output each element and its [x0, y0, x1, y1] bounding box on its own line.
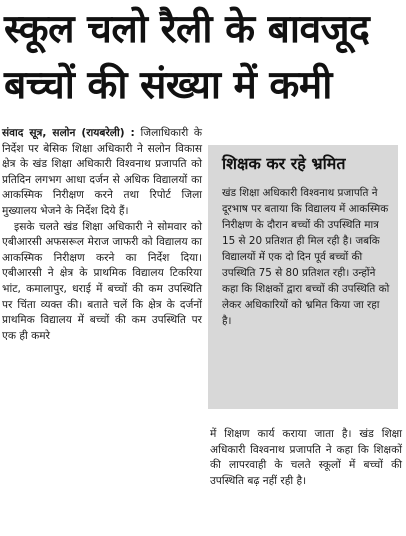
sidebar-body: खंड शिक्षा अधिकारी विश्वनाथ प्रजापति ने दूरभाष पर बताया कि विद्यालय में आकस्मिक निरीक्षण के दौरान बच्चों की उपस्थिति मात्र 15 से 20 प्रतिशत ही मिल रही है। जबकि विद्यालयों में एक दो दिन पूर्व बच्चों की उपस्थिति 75 से 80 प्रतिशत रही। उन्होंने कहा कि शिक्षकों द्वारा बच्चों की उपस्थिति को लेकर अधिकारियों को भ्रमित किया जा रहा है।	[222, 187, 390, 327]
headline	[4, 2, 404, 114]
sidebar-box	[208, 145, 398, 409]
article-paragraph-3: में शिक्षण कार्य कराया जाता है। खंड शिक्षा अधिकारी विश्वनाथ प्रजापति ने कहा कि शिक्षकों की लापरवाही के चलते स्कूलों में बच्चों की उपस्थिति बढ़ नहीं रही है।	[210, 428, 402, 487]
byline: संवाद सूत्र, सलोन (रायबरेली) :	[2, 127, 135, 139]
article-paragraph-2: इसके चलते खंड शिक्षा अधिकारी ने सोमवार को एबीआरसी अफसरूल मेराज जाफरी को विद्यालय का आकस्मिक निरीक्षण करने का निर्देश दिया। एबीआरसी ने क्षेत्र के प्राथमिक विद्यालय टिकरिया भांट, कमालापुर, धराई में बच्चों की कम उपस्थिति पर चिंता व्यक्त की। बताते चलें कि क्षेत्र के दर्जनों प्राथमिक विद्यालय में बच्चों की कम उपस्थिति पर एक ही कमरे	[2, 220, 202, 342]
sidebar-title: शिक्षक कर रहे भ्रमित	[222, 154, 346, 173]
article-paragraph-1	[2, 126, 202, 220]
article-right-column	[210, 427, 402, 489]
headline-line-2: बच्चों की संख्या में कमी	[4, 63, 332, 108]
headline-line-1: स्कूल चलो रैली के बावजूद	[4, 7, 370, 52]
article-paragraph-1-text: जिलाधिकारी के निर्देश पर बेसिक शिक्षा अधिकारी ने सलोन विकास क्षेत्र के खंड शिक्षा अधिकारी विश्वनाथ प्रजापति को प्रतिदिन लगभग आधा दर्जन से अधिक विद्यालयों का आकस्मिक निरीक्षण करने तथा रिपोर्ट जिला मुख्यालय भेजने के निर्देश दिये हैं।	[2, 127, 203, 217]
article-left-column	[2, 126, 202, 344]
